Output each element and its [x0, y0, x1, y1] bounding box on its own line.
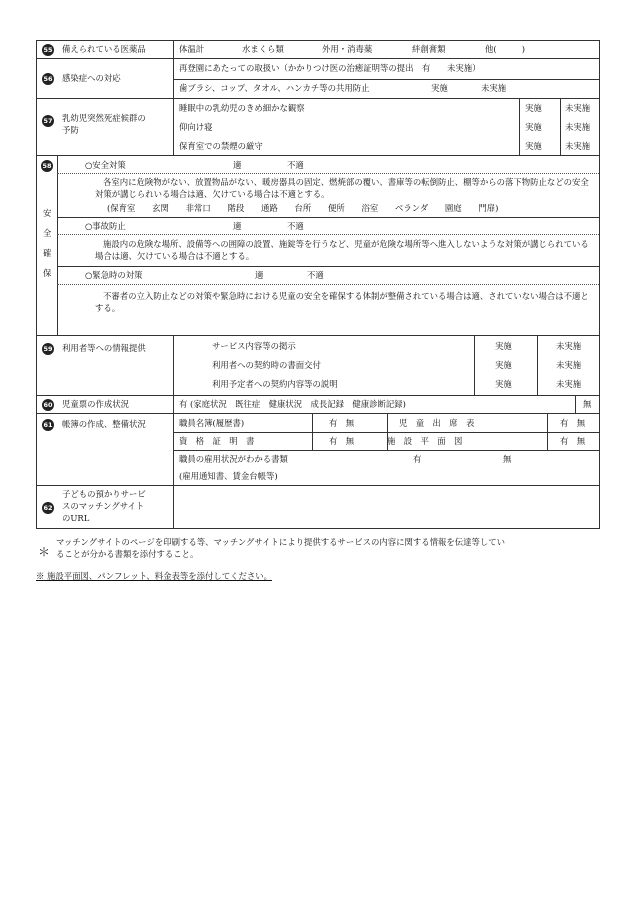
item-number: 55 [43, 46, 53, 54]
rating-ng: 不適 [307, 270, 324, 280]
ledger-yesno: 有 無 [560, 418, 586, 428]
row-label: 乳幼児突然死症候群の [62, 113, 146, 123]
info-item: 利用者への契約時の書面交付 [212, 360, 321, 370]
status-notdone: 未実施 [481, 83, 507, 93]
side-label: 安 [43, 208, 52, 218]
note-text: マッチングサイトのページを印刷する等、マッチングサイトにより提供するサービスの内容に関する情報を伝達等してい [56, 537, 506, 547]
status-done: 実施 [525, 103, 542, 113]
row-info-provision [37, 336, 599, 396]
rating-ok: 適 [255, 270, 264, 280]
ledger-no: 無 [503, 454, 512, 464]
side-label: 確 [43, 248, 52, 258]
info-item: 利用予定者への契約内容等の説明 [212, 379, 338, 389]
form-sheet [36, 40, 600, 581]
ledger-yes: 有 [413, 454, 422, 464]
status-notdone: 未実施 [565, 122, 591, 132]
sids-item: 仰向け寝 [179, 122, 213, 132]
note-text: ることが分かる書類を添付すること。 [56, 549, 199, 559]
status-done: 実施 [525, 141, 542, 151]
safety-text: 不審者の立入防止などの対策や緊急時における児童の安全を確保する体制が整備されている場合は適、されていない場合は不適とする。 [95, 291, 589, 313]
safety-title: ○緊急時の対策 [85, 270, 143, 280]
status-notdone: 未実施 [565, 103, 591, 113]
row-safety [37, 156, 599, 336]
row-infection [37, 59, 599, 99]
row-label: 予防 [62, 125, 79, 135]
ledger-yesno: 有 無 [329, 418, 355, 428]
ledger-name: 施 設 平 面 図 [387, 436, 463, 446]
row-label: のURL [62, 513, 90, 523]
status-done: 実施 [495, 379, 512, 389]
item-number: 59 [43, 345, 53, 353]
item-number: 58 [42, 162, 52, 170]
row-sids [37, 99, 599, 156]
status-done: 実施 [525, 122, 542, 132]
medicine-item: 他( ) [485, 44, 526, 54]
status-done: 実施 [431, 83, 448, 93]
item-number: 62 [43, 504, 53, 512]
ledger-name: 児 童 出 席 表 [399, 418, 475, 428]
row-child-record [37, 396, 599, 414]
row-ledgers [37, 414, 599, 486]
row-label: 児童票の作成状況 [62, 399, 129, 409]
medicine-item: 絆創膏類 [412, 44, 446, 54]
row-medicines [37, 41, 599, 59]
safety-title: ○事故防止 [85, 221, 126, 231]
side-label: 全 [43, 228, 52, 238]
url-field[interactable] [174, 486, 599, 528]
note-star: ＊ [38, 545, 51, 559]
item-number: 56 [43, 75, 53, 83]
item-number: 57 [43, 117, 53, 125]
medicine-item: 水まくら類 [242, 44, 284, 54]
sids-item: 保育室での禁煙の厳守 [179, 141, 263, 151]
status-none: 無 [583, 399, 592, 409]
rating-ng: 不適 [287, 160, 304, 170]
rating-ok: 適 [233, 221, 242, 231]
row-label: 利用者等への情報提供 [62, 343, 146, 353]
ledger-name: 職員名簿(履歴書) [179, 418, 245, 428]
side-label: 保 [43, 268, 52, 278]
row-label: 感染症への対応 [62, 73, 121, 83]
infection-line: 歯ブラシ、コップ、タオル、ハンカチ等の共用防止 [179, 83, 370, 93]
safety-text: 各室内に危険物がない、放置物品がない、暖房器具の固定、燃焼部の覆い、書庫等の転倒防止、棚等からの落下物防止などの安全対策が講じられいる場合は適、欠けている場合は不適とする。 [95, 177, 589, 199]
safety-text: 施設内の危険な場所、設備等への囲障の設置、施錠等を行うなど、児童が危険な場所等へ進入しないような対策が講じられている場合は適、欠けている場合は不適とする。 [95, 239, 589, 261]
row-label: スのマッチングサイト [62, 501, 145, 511]
ledger-name: 職員の雇用状況がわかる書類 [179, 454, 288, 464]
child-record-text: 有 (家庭状況 既往症 健康状況 成長記録 健康診断記録) [179, 399, 406, 409]
infection-line: 再登園にあたっての取扱い（かかりつけ医の治癒証明等の提出 有 未実施） [179, 63, 481, 73]
info-item: サービス内容等の掲示 [212, 341, 296, 351]
status-notdone: 未実施 [556, 379, 582, 389]
medicine-item: 体温計 [179, 44, 205, 54]
status-notdone: 未実施 [565, 141, 591, 151]
attachment-note: ※ 施設平面図、パンフレット、料金表等を添付してください。 [36, 571, 272, 581]
ledger-yesno: 有 無 [560, 436, 586, 446]
row-label: 子どもの預かりサービ [62, 489, 146, 499]
status-done: 実施 [495, 360, 512, 370]
item-number: 61 [43, 421, 53, 429]
rating-ng: 不適 [287, 221, 304, 231]
ledger-yesno: 有 無 [329, 436, 355, 446]
status-notdone: 未実施 [556, 360, 582, 370]
safety-title: ○安全対策 [85, 160, 126, 170]
status-done: 実施 [495, 341, 512, 351]
row-matching-url [37, 486, 599, 528]
row-label: 備えられている医薬品 [62, 44, 146, 54]
ledger-note: (雇用通知書、賃金台帳等) [179, 471, 278, 481]
room-list: (保育室 玄関 非常口 階段 通路 台所 便所 浴室 ベランダ 園庭 門扉) [107, 203, 499, 213]
medicine-item: 外用・消毒薬 [322, 44, 373, 54]
form-table [36, 40, 600, 529]
status-notdone: 未実施 [556, 341, 582, 351]
rating-ok: 適 [233, 160, 242, 170]
item-number: 60 [43, 401, 53, 409]
ledger-name: 資 格 証 明 書 [179, 436, 255, 446]
row-label: 帳簿の作成、整備状況 [62, 419, 146, 429]
sids-item: 睡眠中の乳幼児のきめ細かな観察 [179, 103, 305, 113]
